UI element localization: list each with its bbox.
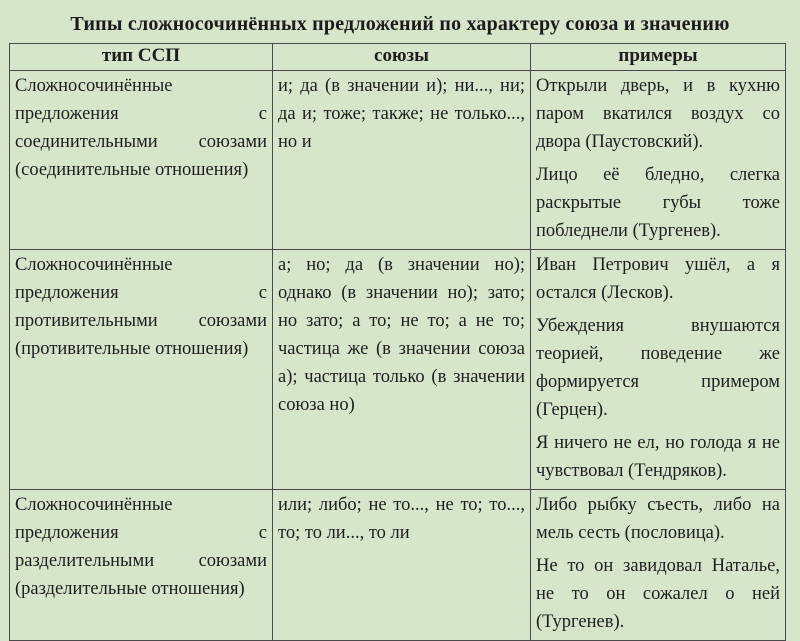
table-row [10, 71, 786, 250]
example: Иван Петрович ушёл, а я остался (Лесков). [536, 255, 780, 303]
conjunctions-cell: а; но; да (в значении но); однако (в значении но); зато; но зато; а то; не то; а не то; частица же (в значении союза а); частица только (в значении союза но) [273, 250, 531, 490]
table-header-row [10, 44, 786, 71]
header-conjunctions: союзы [273, 44, 531, 71]
conjunctions-cell: и; да (в значении и); ни..., ни; да и; тоже; также; не только..., но и [273, 71, 531, 250]
example: Убеждения внушаются теорией, поведение же формируется примером (Герцен). [536, 316, 780, 420]
examples-cell [531, 490, 786, 641]
table-row [10, 250, 786, 490]
example: Не то он завидовал Наталье, не то он сожалел о ней (Тургенев). [536, 556, 780, 632]
ssp-types-table [9, 43, 786, 641]
example: Я ничего не ел, но голода я не чувствовал (Тендряков). [536, 433, 780, 481]
example: Либо рыбку съесть, либо на мель сесть (пословица). [536, 495, 780, 543]
table-row [10, 490, 786, 641]
conjunctions-cell: или; либо; не то..., не то; то..., то; то ли..., то ли [273, 490, 531, 641]
type-cell: Сложносочинённые предложения с разделительными союзами (разделительные отношения) [10, 490, 273, 641]
type-cell: Сложносочинённые предложения с противительными союзами (противительные отношения) [10, 250, 273, 490]
examples-cell [531, 71, 786, 250]
header-examples: примеры [531, 44, 786, 71]
type-cell: Сложносочинённые предложения с соединительными союзами (соединительные отношения) [10, 71, 273, 250]
example: Открыли дверь, и в кухню паром вкатился воздух со двора (Паустовский). [536, 76, 780, 152]
example: Лицо её бледно, слегка раскрытые губы тоже побледнели (Тургенев). [536, 165, 780, 241]
header-type: тип ССП [10, 44, 273, 71]
examples-cell [531, 250, 786, 490]
page-title: Типы сложносочинённых предложений по характеру союза и значению [70, 13, 730, 35]
